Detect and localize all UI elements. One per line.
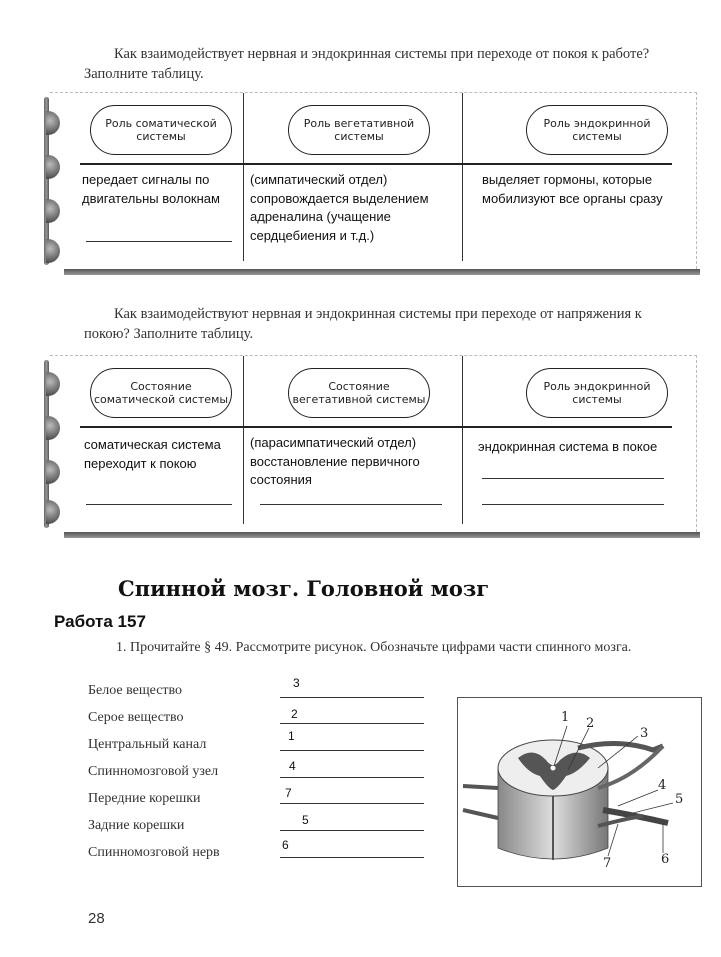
answer-line: [260, 504, 442, 505]
answer-line: [482, 478, 664, 479]
figure-label: 4: [658, 778, 667, 793]
page-number: 28: [88, 910, 105, 927]
task1-header-endocrine: Роль эндокринной системы: [526, 105, 668, 155]
part-answer[interactable]: 2: [291, 707, 298, 721]
task2-answer-endocrine[interactable]: эндокринная система в покое: [478, 439, 658, 454]
column-divider: [462, 356, 463, 524]
task1-header-somatic: Роль соматической системы: [90, 105, 232, 155]
header-divider: [80, 163, 672, 165]
part-answer[interactable]: 6: [282, 838, 289, 852]
part-label: Серое вещество: [88, 710, 184, 725]
column-divider: [243, 356, 244, 524]
figure-label: 3: [640, 726, 649, 741]
figure-label: 7: [603, 856, 612, 871]
task2-header-vegetative: Состояние вегетативной системы: [288, 368, 430, 418]
instruction: 1. Прочитайте § 49. Рассмотрите рисунок. Обозначьте цифрами части спинного мозга.: [116, 640, 632, 655]
answer-line: [280, 777, 424, 778]
answer-line: [280, 697, 424, 698]
answer-line: [86, 504, 232, 505]
task1-answer-endocrine[interactable]: выделяет гормоны, которые мобилизуют все органы сразу: [482, 172, 663, 206]
task1-question: Как взаимодействует нервная и эндокринная системы при переходе от покоя к работе? Заполните таблицу.: [84, 46, 650, 82]
spiral-binding: [44, 356, 66, 532]
answer-line: [280, 723, 424, 724]
task2-answer-somatic[interactable]: соматическая система переходит к покою: [84, 437, 221, 471]
task2-table: [50, 355, 697, 532]
part-label: Передние корешки: [88, 791, 201, 806]
column-divider: [462, 93, 463, 261]
task1-table: [50, 92, 697, 269]
task2-question: Как взаимодействуют нервная и эндокринная системы при переходе от напряжения к покою? Заполните таблицу.: [84, 306, 642, 342]
figure-label: 2: [586, 716, 595, 731]
figure-label: 5: [675, 792, 684, 807]
part-label: Центральный канал: [88, 737, 207, 752]
task2-answer-vegetative[interactable]: (парасимпатический отдел) восстановление первичного состояния: [250, 435, 420, 487]
task1-header-vegetative: Роль вегетативной системы: [288, 105, 430, 155]
task1-answer-somatic[interactable]: передает сигналы по двигательны волокнам: [82, 172, 220, 206]
part-label: Спинномозговой узел: [88, 764, 219, 779]
part-answer[interactable]: 3: [293, 676, 300, 690]
part-answer[interactable]: 7: [285, 786, 292, 800]
part-answer[interactable]: 5: [302, 813, 309, 827]
spinal-cord-figure: [457, 697, 702, 887]
task1-answer-vegetative[interactable]: (симпатический отдел) сопровождается выделением адреналина (учащение сердцебиения и т.д.): [250, 172, 429, 243]
answer-line: [86, 241, 232, 242]
figure-label: 1: [561, 710, 570, 725]
section-title: Спинной мозг. Головной мозг: [118, 576, 490, 601]
part-answer[interactable]: 1: [288, 729, 295, 743]
task2-header-somatic: Состояние соматической системы: [90, 368, 232, 418]
answer-line: [482, 504, 664, 505]
task2-header-endocrine: Роль эндокринной системы: [526, 368, 668, 418]
answer-line: [280, 750, 424, 751]
part-label: Белое вещество: [88, 683, 183, 698]
answer-line: [280, 803, 424, 804]
column-divider: [243, 93, 244, 261]
figure-label: 6: [661, 852, 670, 867]
part-label: Задние корешки: [88, 818, 185, 833]
answer-line: [280, 830, 424, 831]
spiral-binding: [44, 93, 66, 269]
answer-line: [280, 857, 424, 858]
work-title: Работа 157: [54, 612, 146, 631]
part-label: Спинномозговой нерв: [88, 845, 220, 860]
part-answer[interactable]: 4: [289, 759, 296, 773]
header-divider: [80, 426, 672, 428]
